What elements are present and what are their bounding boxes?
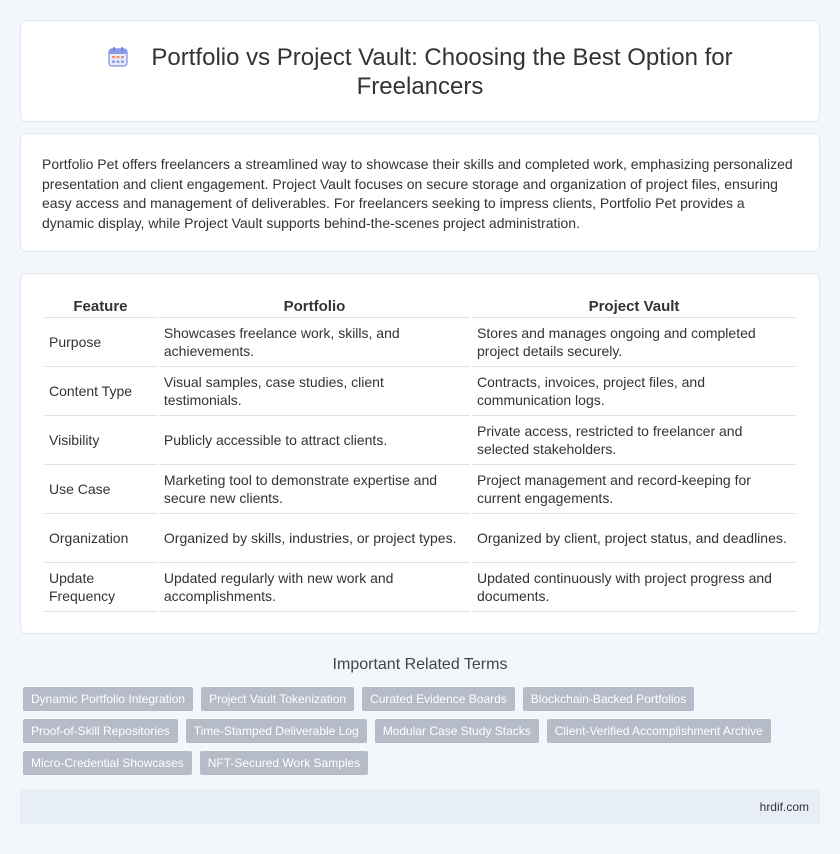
table-row <box>44 514 796 563</box>
related-term-tag[interactable]: Proof-of-Skill Repositories <box>23 719 178 743</box>
table-row <box>44 563 796 612</box>
related-terms-tags <box>23 687 803 783</box>
feature-cell: Use Case <box>44 465 157 514</box>
comparison-table <box>42 296 798 612</box>
title-card <box>20 20 820 122</box>
tag-row <box>23 719 803 743</box>
related-term-tag[interactable]: Curated Evidence Boards <box>362 687 515 711</box>
intro-text: Portfolio Pet offers freelancers a streamlined way to showcase their skills and completed work, emphasizing personalized presentation and client engagement. Project Vault focuses on secure storage and organization of project files, ensuring easy access and management of deliverables. For freelancers seeking to impress clients, Portfolio Pet provides a dynamic display, while Project Vault supports behind-the-scenes project administration. <box>42 156 793 231</box>
header-portfolio: Portfolio <box>159 296 470 318</box>
related-term-tag[interactable]: Modular Case Study Stacks <box>375 719 539 743</box>
table-header-row <box>44 296 796 318</box>
related-term-tag[interactable]: Blockchain-Backed Portfolios <box>523 687 694 711</box>
portfolio-cell: Publicly accessible to attract clients. <box>159 416 470 465</box>
table-row <box>44 416 796 465</box>
project-vault-cell: Stores and manages ongoing and completed project details securely. <box>472 318 796 367</box>
project-vault-cell: Project management and record-keeping for current engagements. <box>472 465 796 514</box>
comparison-table-card <box>20 273 820 634</box>
calendar-icon <box>107 46 129 68</box>
portfolio-cell: Updated regularly with new work and accomplishments. <box>159 563 470 612</box>
feature-cell: Update Frequency <box>44 563 157 612</box>
related-term-tag[interactable]: Project Vault Tokenization <box>201 687 354 711</box>
feature-cell: Organization <box>44 514 157 563</box>
related-term-tag[interactable]: NFT-Secured Work Samples <box>200 751 369 775</box>
related-term-tag[interactable]: Micro-Credential Showcases <box>23 751 192 775</box>
project-vault-cell: Organized by client, project status, and deadlines. <box>472 514 796 563</box>
feature-cell: Visibility <box>44 416 157 465</box>
portfolio-cell: Organized by skills, industries, or project types. <box>159 514 470 563</box>
related-term-tag[interactable]: Client-Verified Accomplishment Archive <box>547 719 771 743</box>
table-row <box>44 465 796 514</box>
related-term-tag[interactable]: Dynamic Portfolio Integration <box>23 687 193 711</box>
related-terms-title: Important Related Terms <box>332 656 508 673</box>
header-feature: Feature <box>44 296 157 318</box>
footer <box>20 790 820 824</box>
feature-cell: Purpose <box>44 318 157 367</box>
tag-row <box>23 751 803 775</box>
page-title: Portfolio vs Project Vault: Choosing the Best Option for Freelancers <box>151 44 733 100</box>
portfolio-cell: Showcases freelance work, skills, and achievements. <box>159 318 470 367</box>
header-project-vault: Project Vault <box>472 296 796 318</box>
portfolio-cell: Marketing tool to demonstrate expertise and secure new clients. <box>159 465 470 514</box>
footer-site-link[interactable]: hrdif.com <box>759 800 809 814</box>
table-row <box>44 367 796 416</box>
project-vault-cell: Contracts, invoices, project files, and communication logs. <box>472 367 796 416</box>
table-row <box>44 318 796 367</box>
tag-row <box>23 687 803 711</box>
project-vault-cell: Updated continuously with project progress and documents. <box>472 563 796 612</box>
portfolio-cell: Visual samples, case studies, client testimonials. <box>159 367 470 416</box>
page-title-wrap <box>21 43 819 101</box>
intro-card <box>20 133 820 252</box>
feature-cell: Content Type <box>44 367 157 416</box>
project-vault-cell: Private access, restricted to freelancer and selected stakeholders. <box>472 416 796 465</box>
related-term-tag[interactable]: Time-Stamped Deliverable Log <box>186 719 367 743</box>
